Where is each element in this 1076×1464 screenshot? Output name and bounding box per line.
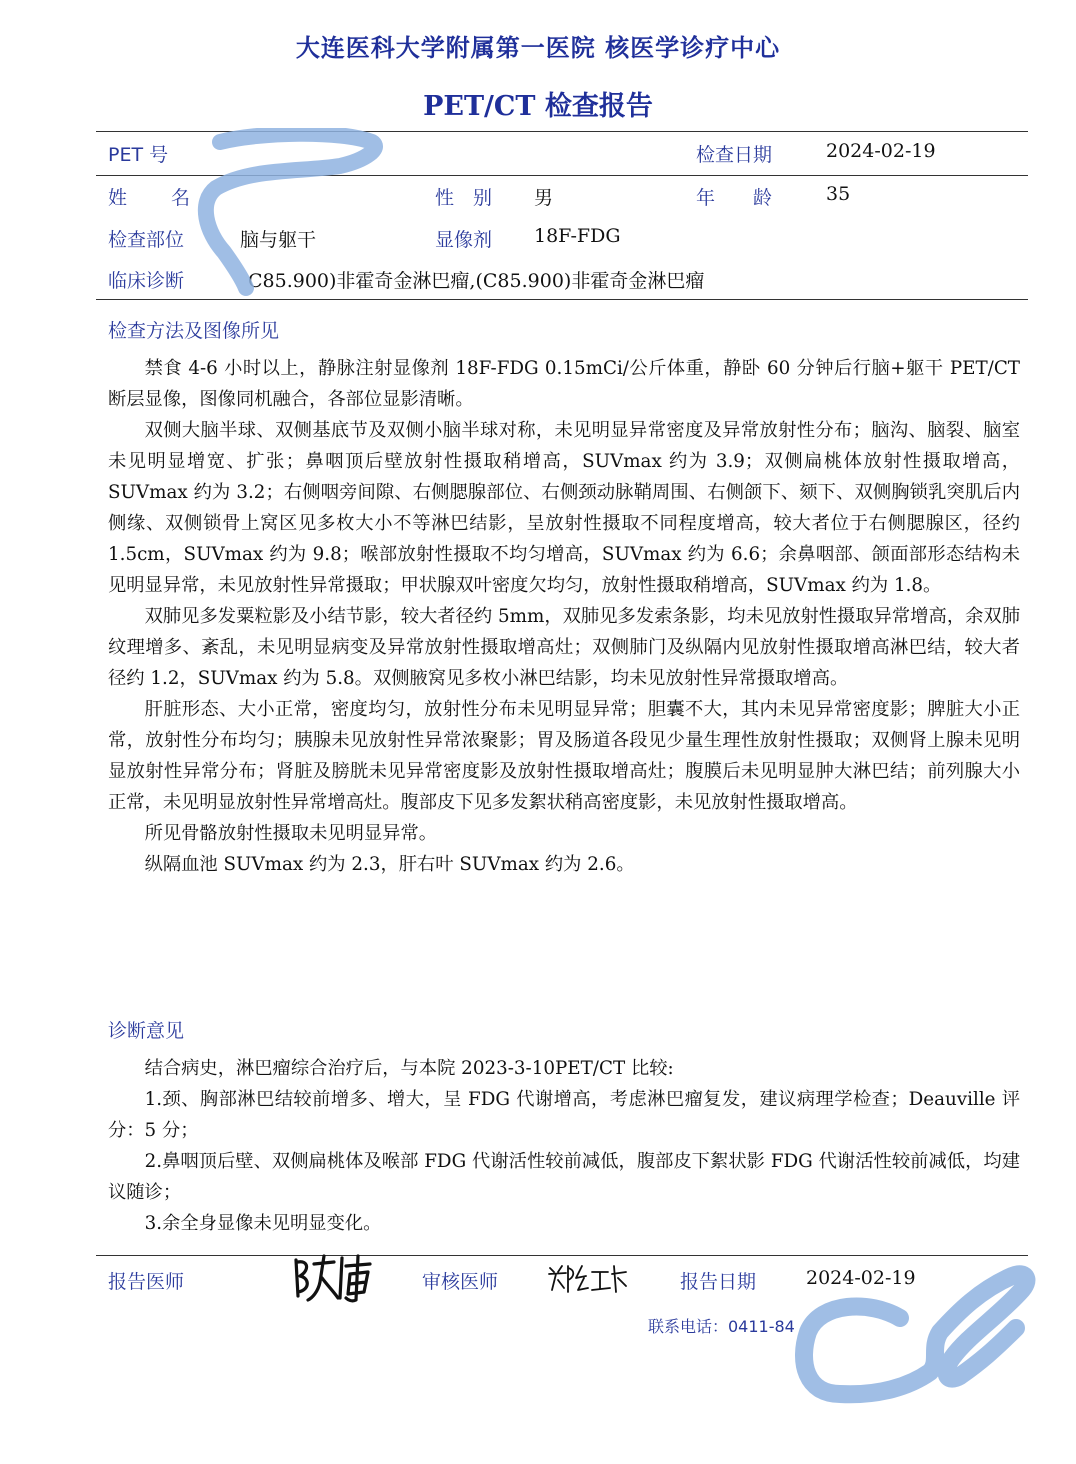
site-value: 脑与躯干 [240,229,317,251]
findings-paragraph: 双肺见多发粟粒影及小结节影，较大者径约 5mm，双肺见多发索条影，均未见放射性摄取异常增高，余双肺纹理增多、紊乱，未见明显病变及异常放射性摄取增高灶；双侧肺门及纵隔内见放射性摄取增高淋巴结，较大者径约 1.2，SUVmax 约为 5.8。双侧腋窝见多枚小淋巴结影，均未见放射性异常摄取增高。 [108,606,1020,689]
exam-date-value: 2024-02-19 [826,140,936,162]
report-date-value: 2024-02-19 [806,1267,916,1289]
diagnosis-label: 临床诊断 [108,270,185,292]
age-value: 35 [826,183,851,205]
divider-row1 [96,175,1028,176]
findings-heading: 检查方法及图像所见 [108,320,280,342]
findings-body [108,353,1020,880]
reporter-label: 报告医师 [108,1271,185,1293]
findings-paragraph: 禁食 4-6 小时以上，静脉注射显像剂 18F-FDG 0.15mCi/公斤体重，静卧 60 分钟后行脑+躯干 PET/CT 断层显像，图像同机融合，各部位显影清晰。 [108,358,1020,410]
diagnosis-value: C85.900)非霍奇金淋巴瘤,(C85.900)非霍奇金淋巴瘤 [248,270,705,292]
findings-paragraph: 纵隔血池 SUVmax 约为 2.3，肝右叶 SUVmax 约为 2.6。 [144,854,635,875]
sex-label: 性 别 [435,187,493,209]
divider-footer [96,1255,1028,1256]
report-title: PET/CT 检查报告 [423,91,653,122]
exam-date-label: 检查日期 [696,144,773,166]
age-label: 年 龄 [696,187,773,209]
pet-no-label: PET 号 [108,144,169,166]
reviewer-signature [546,1260,628,1296]
conclusion-paragraph: 2.鼻咽顶后壁、双侧扁桃体及喉部 FDG 代谢活性较前减低，腹部皮下絮状影 FDG 代谢活性较前减低，均建议随诊； [108,1151,1020,1203]
conclusion-paragraph: 3.余全身显像未见明显变化。 [144,1213,382,1234]
findings-paragraph: 双侧大脑半球、双侧基底节及双侧小脑半球对称，未见明显异常密度及异常放射性分布；脑沟、脑裂、脑室未见明显增宽、扩张；鼻咽顶后壁放射性摄取稍增高，SUVmax 约为 3.9；双侧扁桃体放射性摄取增高，SUVmax 约为 3.2；右侧咽旁间隙、右侧腮腺部位、右侧颈动脉鞘周围、右侧颌下、颏下、双侧胸锁乳突肌后内侧缘、双侧锁骨上窝区见多枚大小不等淋巴结影，呈放射性摄取不同程度增高，较大者位于右侧腮腺区，径约 1.5cm，SUVmax 约为 9.8；喉部放射性摄取不均匀增高，SUVmax 约为 6.6；余鼻咽部、颌面部形态结构未见明显异常，未见放射性异常摄取；甲状腺双叶密度欠均匀，放射性摄取稍增高，SUVmax 约为 1.8。 [108,420,1020,596]
conclusion-paragraph: 1.颈、胸部淋巴结较前增多、增大，呈 FDG 代谢增高，考虑淋巴瘤复发，建议病理学检查；Deauville 评分：5 分； [108,1089,1020,1141]
name-label: 姓 名 [108,187,193,209]
contact-phone: 联系电话：0411-84 [648,1317,795,1336]
conclusion-heading: 诊断意见 [108,1020,185,1042]
divider-top [96,131,1028,132]
conclusion-paragraph: 结合病史，淋巴瘤综合治疗后，与本院 2023-3-10PET/CT 比较: [144,1058,674,1079]
hospital-name: 大连医科大学附属第一医院 核医学诊疗中心 [295,34,781,62]
site-label: 检查部位 [108,229,185,251]
conclusion-body [108,1053,1020,1239]
findings-paragraph: 所见骨骼放射性摄取未见明显异常。 [144,823,438,844]
divider-info-bottom [96,299,1028,300]
reporter-signature [290,1252,380,1304]
tracer-value: 18F-FDG [534,225,621,247]
findings-paragraph: 肝脏形态、大小正常，密度均匀，放射性分布未见明显异常；胆囊不大，其内未见异常密度影；脾脏大小正常，放射性分布均匀；胰腺未见放射性异常浓聚影；胃及肠道各段见少量生理性放射性摄取；双侧肾上腺未见明显放射性异常分布；肾脏及膀胱未见异常密度影及放射性摄取增高灶；腹膜后未见明显肿大淋巴结；前列腺大小正常，未见明显放射性异常增高灶。腹部皮下见多发絮状稍高密度影，未见放射性摄取增高。 [108,699,1020,813]
report-date-label: 报告日期 [680,1271,757,1293]
tracer-label: 显像剂 [435,229,493,251]
sex-value: 男 [534,187,554,209]
reviewer-label: 审核医师 [422,1271,499,1293]
